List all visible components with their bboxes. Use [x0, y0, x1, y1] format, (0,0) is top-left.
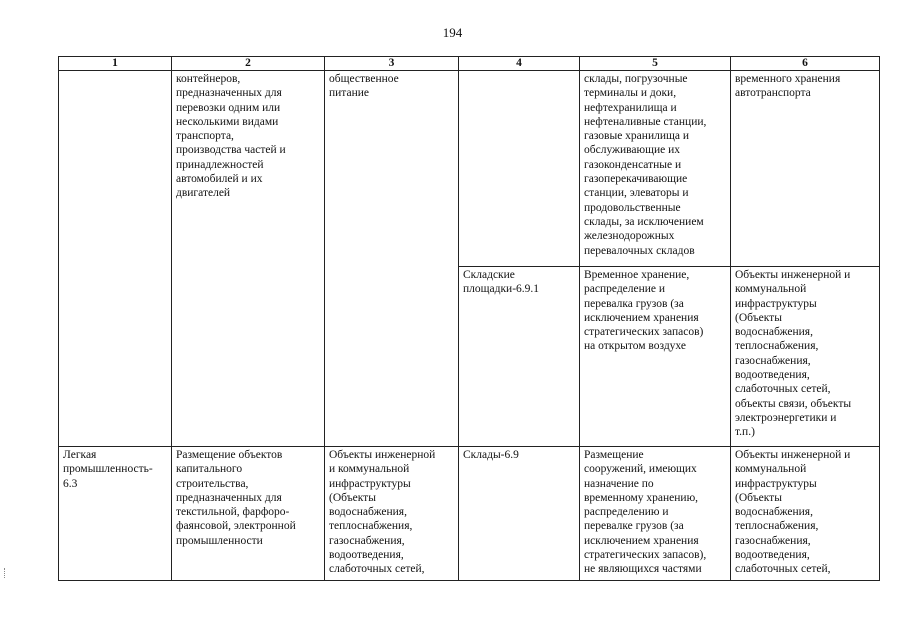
cell: [580, 71, 731, 267]
col-header-5: 5: [580, 57, 731, 71]
cell-text-line: промышленность-: [63, 463, 153, 476]
cell-text-line: перевалке грузов (за: [584, 520, 684, 533]
cell-text-line: теплоснабжения,: [329, 520, 413, 533]
cell-text-line: распределению и: [584, 506, 669, 519]
cell-text-line: сооружений, имеющих: [584, 463, 697, 476]
cell-text-line: питание: [329, 87, 369, 100]
cell-text-line: водоотведения,: [735, 549, 810, 562]
cell-text-line: и коммунальной: [329, 463, 410, 476]
cell-text-line: исключением хранения: [584, 534, 699, 547]
cell-text-line: временного хранения: [735, 73, 841, 85]
cell-text-line: водоотведения,: [329, 549, 404, 562]
cell-text-line: инфраструктуры: [735, 477, 817, 490]
cell: [172, 447, 325, 581]
cell-text-line: несколькими видами: [176, 115, 279, 128]
cell-text-line: транспорта,: [176, 130, 234, 143]
cell-text-line: Складские: [463, 269, 515, 281]
table-row: [59, 447, 880, 581]
cell: [459, 71, 580, 267]
cell-text-line: исключением хранения: [584, 311, 699, 324]
cell-text-line: (Объекты: [735, 311, 782, 324]
cell-text-line: на открытом воздухе: [584, 340, 686, 353]
cell-text-line: Временное хранение,: [584, 269, 690, 281]
cell-text-line: инфраструктуры: [329, 477, 411, 490]
cell-text-line: слаботочных сетей,: [735, 383, 831, 396]
cell-text-line: автотранспорта: [735, 87, 811, 100]
header-row: [59, 57, 880, 71]
cell: [59, 447, 172, 581]
cell-text-line: водоотведения,: [735, 369, 810, 382]
cell-text-line: Объекты инженерной: [329, 449, 436, 461]
cell-text-line: производства частей и: [176, 144, 286, 157]
col-header-3: 3: [325, 57, 459, 71]
cell-text-line: т.п.): [735, 426, 755, 439]
cell-text-line: обслуживающие их: [584, 144, 681, 157]
cell-text-line: (Объекты: [329, 491, 376, 504]
cell-text-line: принадлежностей: [176, 158, 264, 171]
cell: [172, 71, 325, 447]
edge-mark: [4, 568, 6, 578]
col-header-2: 2: [172, 57, 325, 71]
cell-text-line: газоснабжения,: [735, 354, 811, 367]
cell-text-line: газоснабжения,: [735, 534, 811, 547]
cell-text-line: коммунальной: [735, 463, 807, 476]
cell-text-line: временному хранению,: [584, 491, 699, 504]
cell-text-line: водоснабжения,: [735, 326, 813, 339]
cell-text-line: Размещение объектов: [176, 449, 283, 461]
cell-text-line: терминалы и доки,: [584, 87, 677, 100]
cell-text-line: Склады-6.9: [463, 449, 519, 461]
cell-text-line: склады, погрузочные: [584, 73, 688, 85]
cell-text-line: склады, за исключением: [584, 215, 704, 228]
cell-text-line: перевозки одним или: [176, 101, 281, 114]
table-row: [59, 71, 880, 267]
col-header-6: 6: [731, 57, 880, 71]
cell: [580, 267, 731, 447]
cell-text-line: теплоснабжения,: [735, 520, 819, 533]
cell-text-line: слаботочных сетей,: [735, 563, 831, 576]
cell-text-line: перевалка грузов (за: [584, 297, 684, 310]
cell-text-line: перевалочных складов: [584, 244, 695, 257]
cell-text-line: фаянсовой, электронной: [176, 520, 296, 533]
col-header-1: 1: [59, 57, 172, 71]
cell-text-line: продовольственные: [584, 201, 681, 214]
cell-text-line: не являющихся частями: [584, 563, 702, 576]
cell-text-line: автомобилей и их: [176, 173, 263, 186]
cell-text-line: слаботочных сетей,: [329, 563, 425, 576]
cell-text-line: двигателей: [176, 187, 231, 200]
cell-text-line: станции, элеваторы и: [584, 187, 689, 200]
cell: [59, 71, 172, 447]
cell: [731, 267, 880, 447]
cell-text-line: стратегических запасов),: [584, 549, 707, 562]
cell-text-line: общественное: [329, 73, 399, 85]
cell: [325, 71, 459, 447]
cell-text-line: теплоснабжения,: [735, 340, 819, 353]
cell-text-line: электроэнергетики и: [735, 411, 837, 424]
cell-text-line: газоперекачивающие: [584, 173, 688, 186]
cell-text-line: Размещение: [584, 449, 644, 461]
cell: [731, 71, 880, 267]
cell-text-line: стратегических запасов): [584, 326, 704, 339]
cell-text-line: водоснабжения,: [735, 506, 813, 519]
cell: [580, 447, 731, 581]
cell-text-line: площадки-6.9.1: [463, 283, 540, 296]
cell-text-line: коммунальной: [735, 283, 807, 296]
cell-text-line: контейнеров,: [176, 73, 241, 85]
cell-text-line: предназначенных для: [176, 491, 282, 504]
cell-text-line: 6.3: [63, 477, 78, 490]
cell-text-line: распределение и: [584, 283, 666, 296]
cell-text-line: газовые хранилища и: [584, 130, 689, 143]
cell-text-line: капитального: [176, 463, 243, 476]
cell-text-line: назначение по: [584, 477, 654, 490]
cell-text-line: инфраструктуры: [735, 297, 817, 310]
cell: [325, 447, 459, 581]
cell-text-line: предназначенных для: [176, 87, 282, 100]
cell: [459, 267, 580, 447]
cell-text-line: промышленности: [176, 534, 263, 547]
cell-text-line: текстильной, фарфоро-: [176, 506, 290, 519]
cell-text-line: Объекты инженерной и: [735, 269, 851, 281]
page-number: 194: [442, 25, 463, 40]
cell-text-line: газоконденсатные и: [584, 158, 682, 171]
cell-text-line: железнодорожных: [584, 230, 675, 243]
cell-text-line: газоснабжения,: [329, 534, 405, 547]
zoning-table: [58, 56, 880, 581]
cell-text-line: Легкая: [63, 449, 97, 461]
col-header-4: 4: [459, 57, 580, 71]
cell: [459, 447, 580, 581]
cell-text-line: Объекты инженерной и: [735, 449, 851, 461]
cell-text-line: нефтехранилища и: [584, 101, 677, 114]
cell-text-line: строительства,: [176, 477, 249, 490]
cell-text-line: объекты связи, объекты: [735, 397, 852, 410]
cell-text-line: нефтеналивные станции,: [584, 115, 707, 128]
cell-text-line: водоснабжения,: [329, 506, 407, 519]
cell: [731, 447, 880, 581]
cell-text-line: (Объекты: [735, 491, 782, 504]
